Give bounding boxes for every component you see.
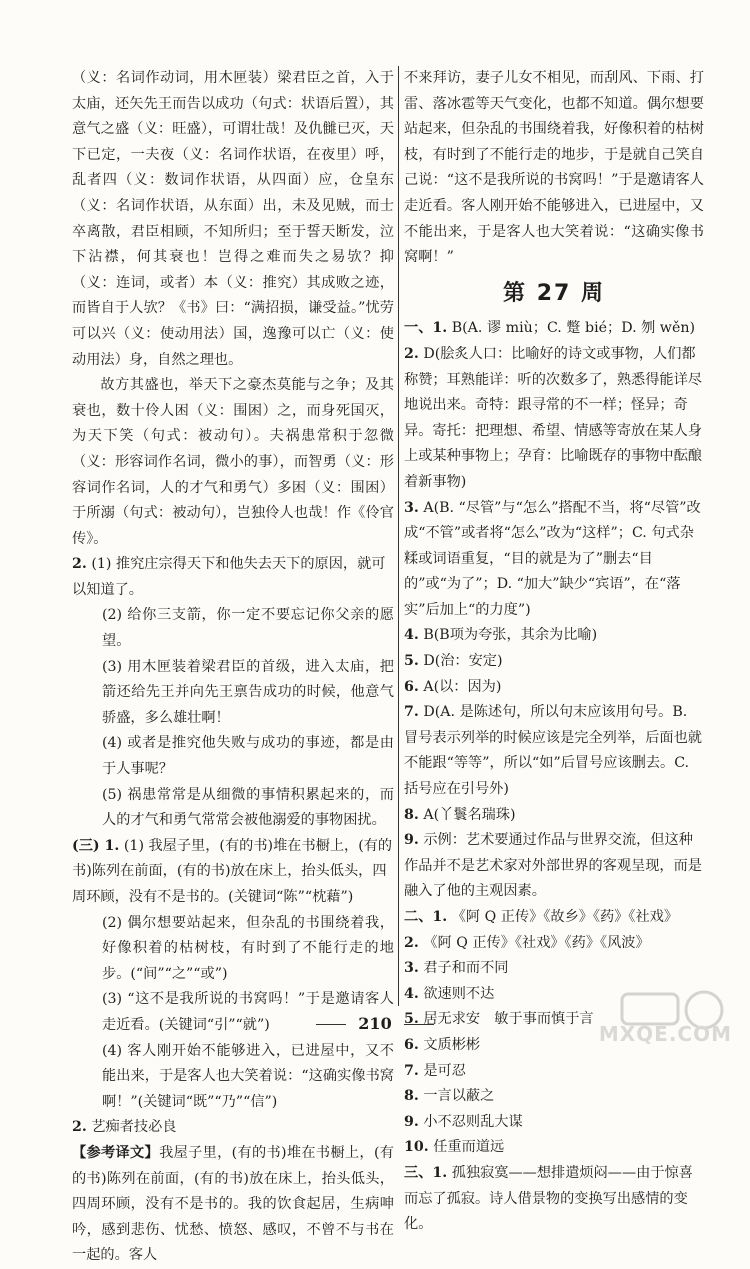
answer-text: (3) “这不是我所说的书窝吗！”于是邀请客人走近看。(关键词“引”“就”)	[102, 991, 394, 1033]
answer-text: A(丫鬟名瑞珠)	[423, 806, 516, 823]
answer-text: 孤独寂寞——想排遣烦闷——由于惊喜而忘了孤寂。诗人借景物的变换写出感情的变化。	[404, 1164, 693, 1233]
answer-item	[404, 1135, 704, 1161]
week-title: 第 27 周	[503, 280, 605, 306]
answer-text: 小不忍则乱大谋	[423, 1113, 523, 1130]
item-number: 4.	[404, 985, 419, 1002]
item-number: 2.	[404, 345, 419, 362]
reference-translation	[72, 1141, 394, 1269]
answer-item	[404, 956, 704, 982]
answer-item	[404, 342, 704, 496]
answer-item	[404, 649, 704, 675]
answer-text: D(治：安定)	[423, 653, 503, 670]
item-number: 5.	[404, 1011, 419, 1028]
answer-text: (4) 客人刚开始不能够进入，已进屋中，又不能出来，于是客人也大笑着说：“这确实像书窝啊！”(关键词“既”“乃”“信”)	[102, 1042, 394, 1110]
item-number: 6.	[404, 1036, 419, 1053]
item-number: 4.	[404, 627, 419, 644]
answer-text: 君子和而不同	[423, 960, 509, 977]
answer-item	[404, 316, 704, 342]
answer-text: 示例：艺术要通过作品与世界交流，但这种作品并不是艺术家对外部世界的客观呈现，而是融入了他的主观因素。	[404, 832, 702, 900]
answer-item	[404, 1161, 704, 1238]
item-number: 9.	[404, 832, 419, 849]
item-number: 8.	[404, 806, 419, 823]
answer-text: 文质彬彬	[423, 1036, 481, 1053]
answer-text: 艺痴者技必良	[91, 1119, 177, 1136]
answer-text: 《阿 Q 正传》《社戏》《药》《风波》	[423, 934, 650, 951]
answer-text: (5) 祸患常常是从细微的事情积累起来的，而人的才气和勇气常常会被他溺爱的事物困扰。	[102, 786, 394, 829]
answer-item	[404, 623, 704, 649]
answer-text: A(以：因为)	[423, 678, 502, 695]
item-number: 7.	[404, 704, 419, 721]
page-number-dash-left	[316, 1024, 346, 1025]
item-number: 3.	[404, 960, 419, 977]
item-number: 2.	[404, 934, 419, 951]
answer-text: (2) 给你三支箭，你一定不要忘记你父亲的愿望。	[102, 607, 394, 650]
answer-item	[404, 1084, 704, 1110]
answer-item-q3-2	[72, 1115, 394, 1141]
item-number: 8.	[404, 1088, 419, 1105]
translation-continuation: 不来拜访，妻子儿女不相见，而刮风、下雨、打雷、落冰雹等天气变化，也都不知道。偶尔想要站起来，但杂乱的书围绕着我，好像积着的枯树枝，有时到了不能行走的地步，于是就自己笑自己说：“这不是我所说的书窝吗！”于是邀请客人走近看。客人刚开始不能够进入，已进屋中，又不能出来，于是客人也大笑着说：“这确实像书窝啊！”	[404, 70, 704, 266]
item-number: 6.	[404, 678, 419, 695]
item-number: 7.	[404, 1062, 419, 1079]
answer-text: (4) 或者是推究他失败与成功的事迹，都是由于人事呢？	[102, 735, 394, 778]
answer-item	[404, 700, 704, 802]
item-number: 2.	[72, 556, 87, 573]
answer-text: B(B项为夸张，其余为比喻)	[423, 627, 598, 644]
answer-item	[404, 496, 704, 624]
answer-text: A(B. “尽管”与“怎么”搭配不当，将“尽管”改成“不管”或者将“怎么”改为“这样”；C. 句式杂糅或词语重复，“目的就是为了”删去“目的”或“为了”；D. “加大”缺少“宾语”，在“落实”后加上“的力度”)	[404, 499, 701, 618]
item-number: (三) 1.	[72, 837, 120, 854]
right-column	[404, 66, 704, 1238]
answer-text: 居无求安 敏于事而慎于言	[423, 1011, 594, 1028]
answer-item-q2	[72, 552, 394, 603]
reference-text: 我屋子里，(有的书)堆在书橱上，(有的书)陈列在前面，(有的书)放在床上，抬头低头，四周环顾，没有不是书的。我的饮食起居，生病呻吟，感到悲伤、忧愁、愤怒、感叹，不曾不与书在一起的。客人	[72, 1144, 394, 1264]
item-number: 三、1.	[404, 1164, 448, 1181]
item-number: 5.	[404, 653, 419, 670]
page-number-text: 210	[358, 1014, 392, 1033]
item-number: 二、1.	[404, 909, 448, 925]
column-divider	[398, 66, 399, 1006]
item-number: 一、1.	[404, 320, 448, 337]
answer-item	[404, 905, 704, 931]
watermark-text: MXQE.COM	[598, 1022, 732, 1046]
answer-text: D(脍炙人口：比喻好的诗文或事物，人们都称赞；耳熟能详：听的次数多了，熟悉得能详尽地说出来。奇特：跟寻常的不一样；怪异；奇异。寄托：把理想、希望、情感等寄放在某人身上或某种事物上；孕育：比喻既存的事物中酝酿着新事物)	[404, 345, 702, 490]
answer-item	[404, 675, 704, 701]
item-number: 2.	[72, 1119, 87, 1136]
item-number: 3.	[404, 499, 419, 516]
answer-text: B(A. 谬 miù；C. 蹩 bié；D. 刎 wěn)	[451, 320, 696, 337]
answer-text: 是可忍	[423, 1062, 466, 1079]
answer-text: 任重而道远	[433, 1139, 505, 1156]
answer-item	[404, 803, 704, 829]
answer-text: (2) 偶尔想要站起来，但杂乱的书围绕着我，好像积着的枯树枝，有时到了不能行走的地步。(“间”“之”“或”)	[102, 914, 394, 982]
answer-text: 《阿 Q 正传》《故乡》《药》《社戏》	[451, 909, 679, 925]
answer-text: D(A. 是陈述句，所以句末应该用句号。B. 冒号表示列举的时候应该是完全列举，后面也就不能跟“等等”，所以“如”后冒号应该删去。C. 括号应在引号外)	[404, 704, 702, 798]
answer-item	[404, 828, 704, 905]
answer-text: 一言以蔽之	[423, 1088, 495, 1105]
classical-annotation-paragraph: （义：名词作动词，用木匣装）梁君臣之首，入于太庙，还矢先王而告以成功（句式：状语后置），其意气之盛（义：旺盛），可谓壮哉！及仇雠已灭，天下已定，一夫夜（义：名词作状语，在夜里）呼，乱者四（义：数词作状语，从四面）应，仓皇东（义：名词作状语，从东面）出，未及见贼，而士卒离散，君臣相顾，不知所归；至于誓天断发，泣下沾襟，何其衰也！岂得之难而失之易欤？抑（义：连词，或者）本（义：推究）其成败之迹，而皆自于人欤？《书》曰：“满招损，谦受益。”忧劳可以兴（义：使动用法）国，逸豫可以亡（义：使动用法）身，自然之理也。	[72, 70, 394, 368]
answer-text: (1) 我屋子里，(有的书)堆在书橱上，(有的书)陈列在前面，(有的书)放在床上，抬头低头，四周环顾，没有不是书的。(关键词“陈”“枕藉”)	[72, 837, 393, 905]
answer-item	[404, 1059, 704, 1085]
answer-text: (1) 推究庄宗得天下和他失去天下的原因，就可以知道了。	[72, 556, 386, 598]
reference-label: 【参考译文】	[72, 1144, 160, 1161]
classical-annotation-paragraph: 故方其盛也，举天下之豪杰莫能与之争；及其衰也，数十伶人困（义：围困）之，而身死国灭，为天下笑（句式：被动句）。夫祸患常积于忽微（义：形容词作名词，微小的事），而智勇（义：形容词作名词，人的才气和勇气）多困（义：围困）于所溺（句式：被动句），岂独伶人也哉！作《伶官传》。	[72, 377, 394, 547]
item-number: 9.	[404, 1113, 419, 1130]
page-number-dash-right	[404, 1024, 434, 1025]
answer-text: 欲速则不达	[423, 985, 495, 1002]
watermark-logo	[598, 988, 736, 1048]
answer-item	[404, 931, 704, 957]
answer-item-q3	[72, 834, 394, 911]
answer-text: (3) 用木匣装着梁君臣的首级，进入太庙，把箭还给先王并向先王禀告成功的时候，他意气骄盛，多么雄壮啊！	[102, 658, 394, 726]
left-column	[72, 66, 394, 1269]
item-number: 10.	[404, 1139, 429, 1156]
answer-item	[404, 1110, 704, 1136]
